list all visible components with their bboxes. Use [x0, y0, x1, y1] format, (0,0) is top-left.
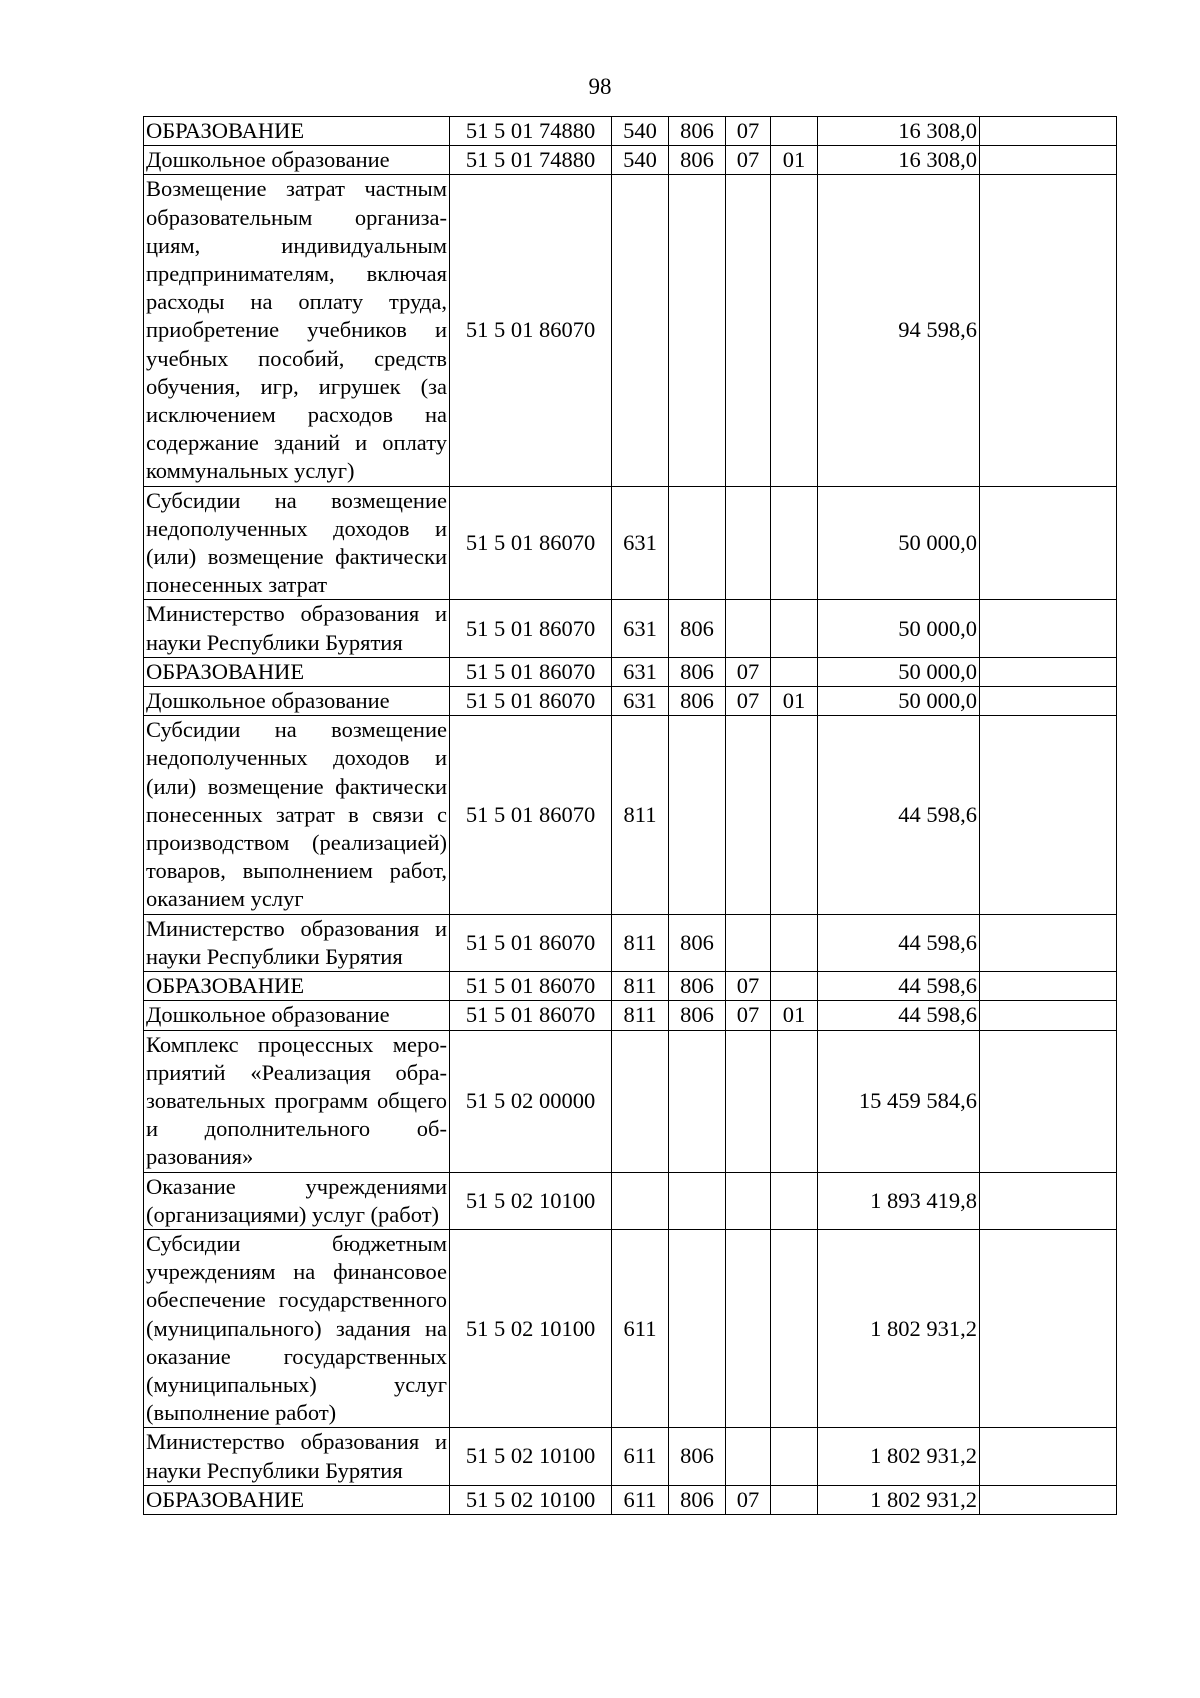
amount-cell: 94 598,6 [818, 175, 980, 486]
table-row [144, 146, 1117, 175]
budget-table-body [144, 117, 1117, 1515]
expense-type-cell [612, 175, 669, 486]
target-code-cell: 51 5 02 10100 [450, 1485, 612, 1514]
ministry-code-cell [669, 486, 726, 600]
table-row [144, 1030, 1117, 1172]
expense-type-cell [612, 1172, 669, 1229]
extra-cell [980, 1485, 1117, 1514]
target-code-cell: 51 5 01 86070 [450, 600, 612, 657]
extra-cell [980, 1172, 1117, 1229]
subsection-cell [771, 972, 818, 1001]
ministry-code-cell [669, 716, 726, 914]
expense-type-cell: 811 [612, 716, 669, 914]
amount-cell: 15 459 584,6 [818, 1030, 980, 1172]
table-row [144, 175, 1117, 486]
section-cell [726, 1428, 771, 1485]
target-code-cell: 51 5 01 86070 [450, 914, 612, 971]
section-cell: 07 [726, 657, 771, 686]
expense-type-cell [612, 1030, 669, 1172]
table-row [144, 486, 1117, 600]
amount-cell: 44 598,6 [818, 716, 980, 914]
section-cell [726, 1172, 771, 1229]
section-cell [726, 486, 771, 600]
amount-cell: 1 802 931,2 [818, 1485, 980, 1514]
ministry-code-cell: 806 [669, 657, 726, 686]
subsection-cell [771, 1229, 818, 1427]
extra-cell [980, 657, 1117, 686]
section-cell: 07 [726, 146, 771, 175]
expense-type-cell: 811 [612, 914, 669, 971]
target-code-cell: 51 5 01 74880 [450, 117, 612, 146]
amount-cell: 44 598,6 [818, 914, 980, 971]
item-name-cell: Комплекс процессных мероприятий «Реализация образовательных программ общего и дополнительного образования» [144, 1030, 450, 1172]
extra-cell [980, 117, 1117, 146]
ministry-code-cell: 806 [669, 1428, 726, 1485]
ministry-code-cell: 806 [669, 146, 726, 175]
table-row [144, 687, 1117, 716]
section-cell [726, 1030, 771, 1172]
item-name-cell: Субсидии бюджетным учреждениям на финансовое обеспечение государственного (муниципального) задания на оказание государственных (муниципальных) услуг (выполнение работ) [144, 1229, 450, 1427]
ministry-code-cell [669, 1172, 726, 1229]
ministry-code-cell: 806 [669, 972, 726, 1001]
target-code-cell: 51 5 01 86070 [450, 687, 612, 716]
extra-cell [980, 687, 1117, 716]
target-code-cell: 51 5 02 10100 [450, 1172, 612, 1229]
section-cell [726, 600, 771, 657]
ministry-code-cell [669, 1030, 726, 1172]
ministry-code-cell: 806 [669, 600, 726, 657]
subsection-cell [771, 600, 818, 657]
table-row [144, 1172, 1117, 1229]
subsection-cell [771, 716, 818, 914]
item-name-cell: ОБРАЗОВАНИЕ [144, 657, 450, 686]
target-code-cell: 51 5 02 00000 [450, 1030, 612, 1172]
subsection-cell: 01 [771, 687, 818, 716]
target-code-cell: 51 5 01 86070 [450, 1001, 612, 1030]
target-code-cell: 51 5 01 86070 [450, 716, 612, 914]
section-cell: 07 [726, 1485, 771, 1514]
expense-type-cell: 611 [612, 1428, 669, 1485]
extra-cell [980, 1428, 1117, 1485]
item-name-cell: ОБРАЗОВАНИЕ [144, 117, 450, 146]
extra-cell [980, 1229, 1117, 1427]
item-name-cell: Министерство образования и науки Республики Бурятия [144, 600, 450, 657]
ministry-code-cell: 806 [669, 1485, 726, 1514]
section-cell: 07 [726, 1001, 771, 1030]
ministry-code-cell: 806 [669, 687, 726, 716]
page-number: 98 [588, 74, 612, 99]
section-cell [726, 914, 771, 971]
amount-cell: 50 000,0 [818, 687, 980, 716]
item-name-cell: Дошкольное образование [144, 1001, 450, 1030]
section-cell [726, 175, 771, 486]
item-name-cell: ОБРАЗОВАНИЕ [144, 1485, 450, 1514]
subsection-cell [771, 1428, 818, 1485]
table-row [144, 1485, 1117, 1514]
target-code-cell: 51 5 02 10100 [450, 1229, 612, 1427]
ministry-code-cell: 806 [669, 914, 726, 971]
extra-cell [980, 972, 1117, 1001]
amount-cell: 1 893 419,8 [818, 1172, 980, 1229]
item-name-cell: ОБРАЗОВАНИЕ [144, 972, 450, 1001]
amount-cell: 44 598,6 [818, 1001, 980, 1030]
ministry-code-cell: 806 [669, 1001, 726, 1030]
target-code-cell: 51 5 01 86070 [450, 486, 612, 600]
expense-type-cell: 631 [612, 657, 669, 686]
table-row [144, 716, 1117, 914]
extra-cell [980, 146, 1117, 175]
target-code-cell: 51 5 01 74880 [450, 146, 612, 175]
amount-cell: 44 598,6 [818, 972, 980, 1001]
table-row [144, 117, 1117, 146]
table-row [144, 600, 1117, 657]
extra-cell [980, 175, 1117, 486]
amount-cell: 16 308,0 [818, 146, 980, 175]
section-cell: 07 [726, 972, 771, 1001]
extra-cell [980, 486, 1117, 600]
section-cell: 07 [726, 687, 771, 716]
expense-type-cell: 611 [612, 1485, 669, 1514]
subsection-cell [771, 914, 818, 971]
expense-type-cell: 811 [612, 972, 669, 1001]
item-name-cell: Субсидии на возмещение недополученных доходов и (или) возмещение фактически понесенных затрат [144, 486, 450, 600]
subsection-cell [771, 1485, 818, 1514]
item-name-cell: Дошкольное образование [144, 146, 450, 175]
item-name-cell: Оказание учреждениями (организациями) услуг (работ) [144, 1172, 450, 1229]
table-row [144, 1229, 1117, 1427]
target-code-cell: 51 5 01 86070 [450, 972, 612, 1001]
subsection-cell [771, 486, 818, 600]
expense-type-cell: 811 [612, 1001, 669, 1030]
extra-cell [980, 600, 1117, 657]
item-name-cell: Дошкольное образование [144, 687, 450, 716]
section-cell [726, 716, 771, 914]
amount-cell: 50 000,0 [818, 600, 980, 657]
amount-cell: 1 802 931,2 [818, 1229, 980, 1427]
extra-cell [980, 1001, 1117, 1030]
subsection-cell [771, 657, 818, 686]
section-cell [726, 1229, 771, 1427]
subsection-cell: 01 [771, 146, 818, 175]
expense-type-cell: 540 [612, 146, 669, 175]
target-code-cell: 51 5 01 86070 [450, 175, 612, 486]
expense-type-cell: 631 [612, 600, 669, 657]
item-name-cell: Субсидии на возмещение недополученных доходов и (или) возмещение фактически понесенных затрат в связи с производством (реализацией) товаров, выполнением работ, оказанием услуг [144, 716, 450, 914]
section-cell: 07 [726, 117, 771, 146]
extra-cell [980, 914, 1117, 971]
amount-cell: 50 000,0 [818, 486, 980, 600]
table-row [144, 657, 1117, 686]
table-row [144, 972, 1117, 1001]
table-row [144, 1428, 1117, 1485]
expense-type-cell: 631 [612, 687, 669, 716]
amount-cell: 1 802 931,2 [818, 1428, 980, 1485]
ministry-code-cell [669, 175, 726, 486]
target-code-cell: 51 5 01 86070 [450, 657, 612, 686]
subsection-cell [771, 175, 818, 486]
amount-cell: 50 000,0 [818, 657, 980, 686]
target-code-cell: 51 5 02 10100 [450, 1428, 612, 1485]
subsection-cell: 01 [771, 1001, 818, 1030]
ministry-code-cell [669, 1229, 726, 1427]
extra-cell [980, 1030, 1117, 1172]
table-row [144, 914, 1117, 971]
subsection-cell [771, 1030, 818, 1172]
item-name-cell: Министерство образования и науки Республики Бурятия [144, 1428, 450, 1485]
item-name-cell: Министерство образования и науки Республики Бурятия [144, 914, 450, 971]
expense-type-cell: 631 [612, 486, 669, 600]
subsection-cell [771, 117, 818, 146]
ministry-code-cell: 806 [669, 117, 726, 146]
budget-table [143, 116, 1117, 1515]
subsection-cell [771, 1172, 818, 1229]
expense-type-cell: 611 [612, 1229, 669, 1427]
table-row [144, 1001, 1117, 1030]
extra-cell [980, 716, 1117, 914]
expense-type-cell: 540 [612, 117, 669, 146]
item-name-cell: Возмещение затрат частным образовательным организациям, индивидуальным предпринимателям, включая расходы на оплату труда, приобретение учебников и учебных пособий, средств обучения, игр, игрушек (за исключением расходов на содержание зданий и оплату коммунальных услуг) [144, 175, 450, 486]
amount-cell: 16 308,0 [818, 117, 980, 146]
